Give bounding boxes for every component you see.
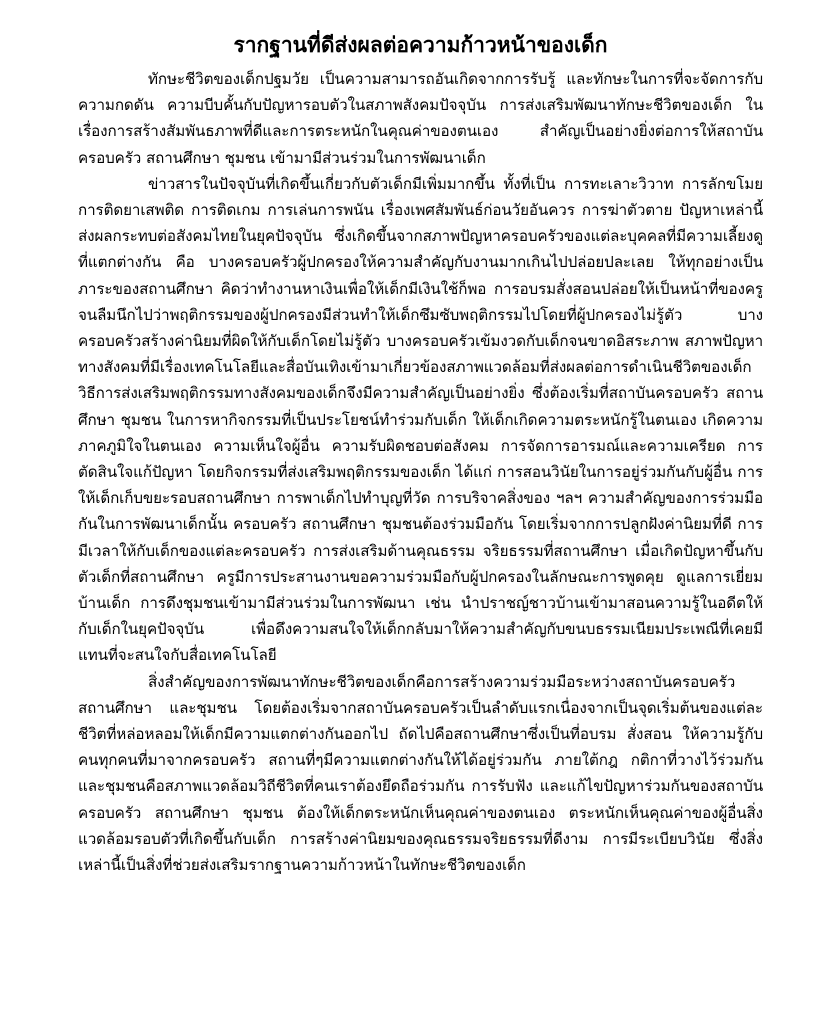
- paragraph-2: ข่าวสารในปัจจุบันที่เกิดขึ้นเกี่ยวกับตัวเด็กมีเพิ่มมากขึ้น ทั้งที่เป็น การทะเลาะวิวาท การลักขโมย การติดยาเสพติด การติดเกม การเล่นการพนัน เรื่องเพศสัมพันธ์ก่อนวัยอันควร การฆ่าตัวตาย ปัญหาเหล่านี้ส่งผลกระทบต่อสังคมไทยในยุคปัจจุบัน ซึ่งเกิดขึ้นจากสภาพปัญหาครอบครัวของแต่ละบุคคลที่มีความเลี้ยงดูที่แตกต่างกัน คือ บางครอบครัวผู้ปกครองให้ความสำคัญกับงานมากเกินไปปล่อยปละเลย ให้ทุกอย่างเป็นภาระของสถานศึกษา คิดว่าทำงานหาเงินเพื่อให้เด็กมีเงินใช้ก็พอ การอบรมสั่งสอนปล่อยให้เป็นหน้าที่ของครู จนลืมนึกไปว่าพฤติกรรมของผู้ปกครองมีส่วนทำให้เด็กซึมซับพฤติกรรมไปโดยที่ผู้ปกครองไม่รู้ตัว บางครอบครัวสร้างค่านิยมที่ผิดให้กับเด็กโดยไม่รู้ตัว บางครอบครัวเข้มงวดกับเด็กจนขาดอิสระภาพ สภาพปัญหาทางสังคมที่มีเรื่องเทคโนโลยีและสื่อบันเทิงเข้ามาเกี่ยวข้องสภาพแวดล้อมที่ส่งผลต่อการดำเนินชีวิตของเด็ก วิธีการส่งเสริมพฤติกรรมทางสังคมของเด็กจึงมีความสำคัญเป็นอย่างยิ่ง ซึ่งต้องเริ่มที่สถาบันครอบครัว สถานศึกษา ชุมชน ในการหากิจกรรมที่เป็นประโยชน์ทำร่วมกับเด็ก ให้เด็กเกิดความตระหนักรู้ในตนเอง เกิดความภาคภูมิใจในตนเอง ความเห็นใจผู้อื่น ความรับผิดชอบต่อสังคม การจัดการอารมณ์และความเครียด การตัดสินใจแก้ปัญหา โดยกิจกรรมที่ส่งเสริมพฤติกรรมของเด็ก ได้แก่ การสอนวินัยในการอยู่ร่วมกันกับผู้อื่น การให้เด็กเก็บขยะรอบสถานศึกษา การพาเด็กไปทำบุญที่วัด การบริจาคสิ่งของ ฯลฯ ความสำคัญของการร่วมมือกันในการพัฒนาเด็กนั้น ครอบครัว สถานศึกษา ชุมชนต้องร่วมมือกัน โดยเริ่มจากการปลูกฝังค่านิยมที่ดี การมีเวลาให้กับเด็กของแต่ละครอบครัว การส่งเสริมด้านคุณธรรม จริยธรรมที่สถานศึกษา เมื่อเกิดปัญหาขึ้นกับตัวเด็กที่สถานศึกษา ครูมีการประสานงานขอความร่วมมือกับผู้ปกครองในลักษณะการพูดคุย ดูแลการเยี่ยมบ้านเด็ก การดึงชุมชนเข้ามามีส่วนร่วมในการพัฒนา เช่น นำปราชญ์ชาวบ้านเข้ามาสอนความรู้ในอดีตให้กับเด็กในยุคปัจจุบัน เพื่อดึงความสนใจให้เด็กกลับมาให้ความสำคัญกับขนบธรรมเนียมประเพณีที่เคยมี แทนที่จะสนใจกับสื่อเทคโนโลยี: [78, 174, 763, 665]
- paragraph-1: ทักษะชีวิตของเด็กปฐมวัย เป็นความสามารถอันเกิดจากการรับรู้ และทักษะในการที่จะจัดการกับความกดดัน ความบีบคั้นกับปัญหารอบตัวในสภาพสังคมปัจจุบัน การส่งเสริมพัฒนาทักษะชีวิตของเด็ก ในเรื่องการสร้างสัมพันธภาพที่ดีและการตระหนักในคุณค่าของตนเอง สำคัญเป็นอย่างยิ่งต่อการให้สถาบันครอบครัว สถานศึกษา ชุมชน เข้ามามีส่วนร่วมในการพัฒนาเด็ก: [78, 70, 763, 167]
- paragraph-3: สิ่งสำคัญของการพัฒนาทักษะชีวิตของเด็กคือการสร้างความร่วมมือระหว่างสถาบันครอบครัว สถานศึกษา และชุมชน โดยต้องเริ่มจากสถาบันครอบครัวเป็นลำดับแรกเนื่องจากเป็นจุดเริ่มต้นของแต่ละชีวิตที่หล่อหลอมให้เด็กมีความแตกต่างกันออกไป ถัดไปคือสถานศึกษาซึ่งเป็นที่อบรม สั่งสอน ให้ความรู้กับคนทุกคนที่มาจากครอบครัว สถานที่ๆมีความแตกต่างกันให้ได้อยู่ร่วมกัน ภายใต้กฎ กติกาที่วางไว้ร่วมกัน และชุมชนคือสภาพแวดล้อมวิถีชีวิตที่คนเราต้องยึดถือร่วมกัน การรับฟัง และแก้ไขปัญหาร่วมกันของสถาบันครอบครัว สถานศึกษา ชุมชน ต้องให้เด็กตระหนักเห็นคุณค่าของตนเอง ตระหนักเห็นคุณค่าของผู้อื่นสิ่งแวดล้อมรอบตัวที่เกิดขึ้นกับเด็ก การสร้างค่านิยมของคุณธรรมจริยธรรมที่ดีงาม การมีระเบียบวินัย ซึ่งสิ่งเหล่านี้เป็นสิ่งที่ช่วยส่งเสริมรากฐานความก้าวหน้าในทักษะชีวิตของเด็ก: [78, 672, 763, 875]
- page-title: รากฐานที่ดีส่งผลต่อความก้าวหน้าของเด็ก: [233, 33, 608, 57]
